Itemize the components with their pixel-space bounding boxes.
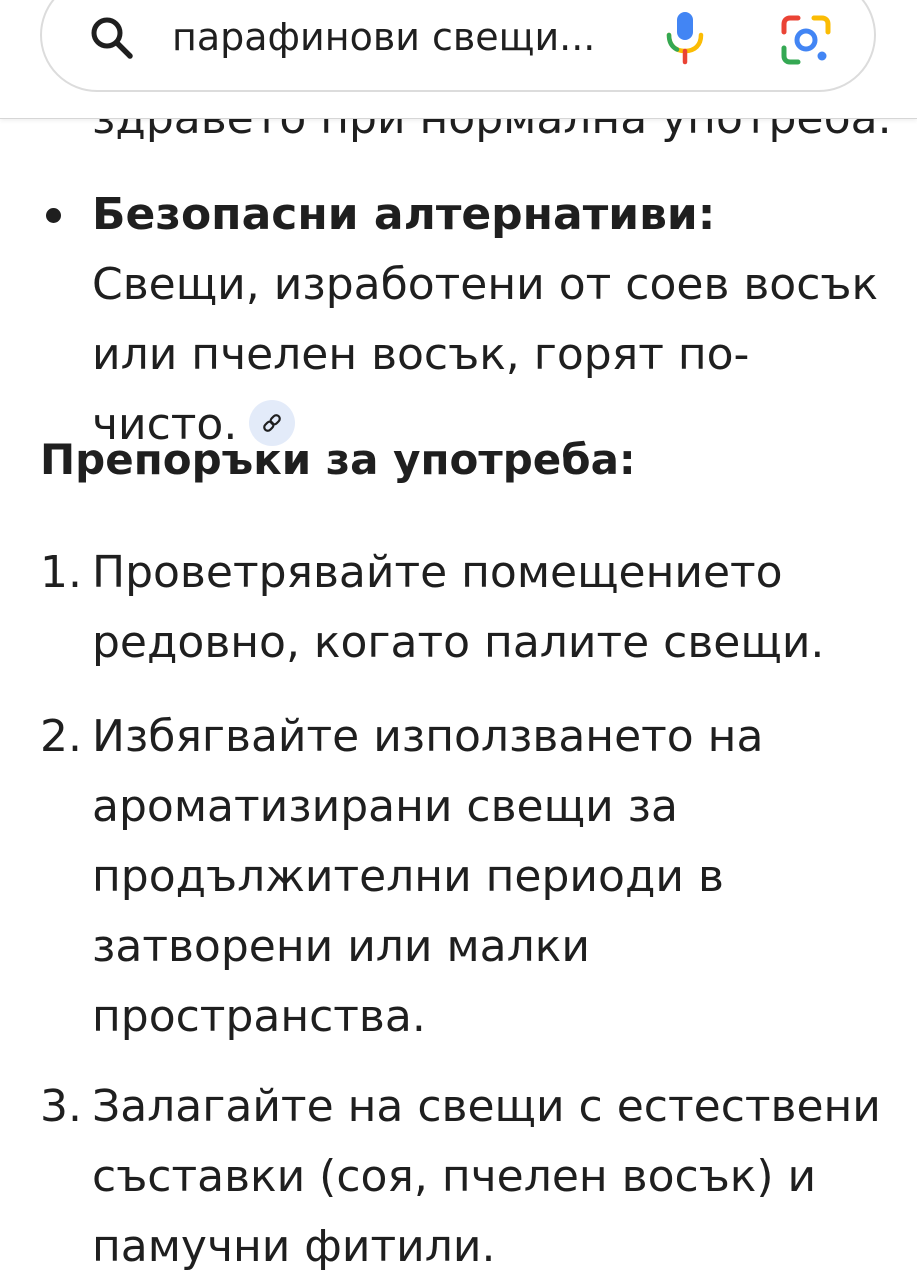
google-lens-icon[interactable] — [778, 12, 834, 68]
section-heading: Препоръки за употреба: — [40, 435, 636, 484]
step-number: 1. — [40, 547, 82, 598]
step-number: 2. — [40, 711, 82, 762]
bullet-dot — [46, 208, 61, 223]
search-header — [0, 0, 917, 119]
bullet-text: Свещи, изработени от соев восък или пчелен восък, горят по-чисто. — [92, 259, 879, 450]
step-item-3: Залагайте на свещи с естествени съставки (соя, пчелен восък) и памучни фитили. — [92, 1081, 881, 1272]
mic-icon[interactable] — [656, 8, 714, 66]
step-number: 3. — [40, 1081, 82, 1132]
bullet-label: Безопасни алтернативи: — [92, 189, 716, 240]
step-item-2: Избягвайте използването на ароматизирани свещи за продължителни периоди в затворени или малки пространства. — [92, 711, 764, 1042]
search-query[interactable]: парафинови свещи... — [172, 15, 596, 59]
search-icon[interactable] — [88, 14, 134, 60]
bullet-item-safe-alternatives — [92, 180, 882, 460]
step-item-1: Проветрявайте помещението редовно, когато палите свещи. — [92, 547, 825, 668]
